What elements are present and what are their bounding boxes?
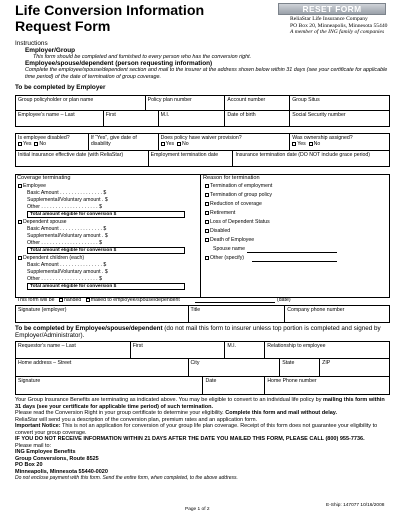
yes-label: Yes: [23, 141, 32, 147]
reason-checkbox[interactable]: [205, 229, 209, 233]
company-name: ReliaStar Life Insurance Company: [290, 16, 368, 22]
children-checkbox[interactable]: [18, 256, 22, 260]
requestor-first-name-field[interactable]: First: [130, 342, 225, 359]
disability-date-field[interactable]: If “Yes”, give date of disability: [88, 134, 158, 151]
state-field[interactable]: State: [280, 359, 320, 377]
yes-label: Yes: [165, 141, 175, 147]
employee-heading-bold: To be completed by Employee/spouse/dependent: [15, 325, 163, 332]
employee-heading-rest: (do not mail this form to insurer unless top portion is completed and signed by Employer/Administrator).: [15, 325, 381, 340]
requestor-signature-field[interactable]: Signature: [16, 377, 203, 395]
mail-to-label: Please mail to:: [15, 442, 52, 449]
initial-effective-date-field[interactable]: Initial insurance effective date (with ReliaStar): [16, 151, 149, 167]
company-po-box: PO Box 20, Minneapolis, Minnesota 55440: [290, 22, 388, 29]
notice-paragraph-2: [15, 410, 390, 417]
coverage-group-name: Dependent children (each): [23, 255, 85, 261]
notice-text: Please read the Conversion Right in your group certificate to determine your eligibility.: [15, 410, 226, 416]
waiver-yes-checkbox[interactable]: [161, 142, 165, 146]
notice-text: This is not an application for conversion of your group life plan coverage. Receipt of this form does not guarantee your eligibility to convert your group coverage.: [15, 423, 378, 436]
mailed-label: mailed to employee/spouse/dependent: [90, 297, 180, 303]
requestor-last-name-field[interactable]: Requestor’s name – Last: [16, 342, 131, 359]
sent-label: This form will be: [17, 297, 55, 303]
company-phone-field[interactable]: Company phone number: [285, 306, 390, 323]
requestor-table: [15, 341, 390, 359]
handed-checkbox[interactable]: [59, 298, 63, 302]
reason-checkbox[interactable]: [205, 202, 209, 206]
total-amount-field[interactable]: Total amount eligible for conversion $: [27, 247, 185, 254]
group-situs-field[interactable]: Group Situs: [290, 96, 390, 111]
employer-table: [15, 95, 390, 111]
spouse-checkbox[interactable]: [18, 220, 22, 224]
basic-amount-field[interactable]: Basic Amount . . . . . . . . . . . . . . . $: [27, 190, 107, 196]
employer-instructions: This form should be completed and furnished to every person who has the conversion right.: [33, 54, 252, 60]
coverage-group-name: Dependent spouse: [23, 219, 67, 225]
notice-paragraph-1: [15, 397, 390, 410]
footer-notice: [15, 397, 390, 481]
employer-section-heading: To be completed by Employer: [15, 84, 106, 91]
waiver-label: Does policy have waiver provision?: [160, 135, 242, 141]
instructions-heading: Instructions: [15, 40, 48, 47]
reason-checkbox[interactable]: [205, 184, 209, 188]
employee-instructions: Complete the employee/spouse/dependent section and mail to the insurer at the address shown below within 31 days (see your certificate for applicable time period) of the date of termination of group coverage.: [25, 67, 388, 80]
other-checkbox[interactable]: [205, 256, 209, 260]
waiver-question: [158, 134, 290, 151]
company-address: [290, 16, 387, 36]
address-table: [15, 358, 390, 377]
reason-label: Retirement: [210, 210, 236, 216]
employment-termination-date-field[interactable]: Employment termination date: [148, 151, 233, 167]
employer-title-field[interactable]: Title: [188, 306, 285, 323]
supplemental-amount-field[interactable]: Supplemental/Voluntary amount . $: [27, 197, 108, 203]
reason-label: Death of Employee: [210, 237, 255, 243]
requestor-signature-table: [15, 376, 390, 395]
reason-heading: Reason for termination: [203, 175, 260, 181]
notice-paragraph-4: [15, 423, 390, 436]
employer-signature-field[interactable]: Signature (employer): [16, 306, 189, 323]
no-label: No: [313, 141, 321, 147]
address-line: PO Box 20: [15, 462, 43, 468]
basic-amount-field[interactable]: Basic Amount . . . . . . . . . . . . . . . $: [27, 262, 107, 268]
sent-date-field[interactable]: [195, 302, 275, 303]
company-tagline: A member of the ING family of companies: [290, 29, 385, 36]
notice-paragraph-5: IF YOU DO NOT RECEIVE INFORMATION WITHIN 21 DAYS AFTER THE DATE YOU MAILED THIS FORM, PLEASE CALL (800) 955-7736.: [15, 436, 365, 442]
instructions: [15, 40, 390, 80]
important-notice-label: Important Notice:: [15, 423, 61, 429]
assigned-question: [290, 134, 390, 151]
account-number-field[interactable]: Account number: [225, 96, 290, 111]
reason-checkbox[interactable]: [205, 193, 209, 197]
other-amount-field[interactable]: Other . . . . . . . . . . . . . . . . . . . . $: [27, 204, 102, 210]
no-label: No: [182, 141, 189, 147]
reason-checkbox[interactable]: [205, 220, 209, 224]
policyholder-field[interactable]: Group policyholder or plan name: [16, 96, 146, 111]
total-amount-field[interactable]: Total amount eligible for conversion $: [27, 283, 185, 290]
employee-last-name-field[interactable]: Employee’s name – Last: [16, 111, 104, 127]
reason-checkbox[interactable]: [205, 238, 209, 242]
no-label: No: [39, 141, 46, 147]
sent-row: [17, 297, 180, 303]
insurance-termination-date-field[interactable]: Insurance termination date (DO NOT include grace period): [233, 151, 390, 167]
supplemental-amount-field[interactable]: Supplemental/Voluntary amount . $: [27, 269, 108, 275]
reason-checkbox[interactable]: [205, 211, 209, 215]
home-phone-field[interactable]: Home Phone number: [265, 377, 390, 395]
sent-date-label: (date): [277, 297, 291, 303]
employee-section-heading: [15, 325, 390, 340]
other-label: Other (specify): [210, 255, 245, 261]
city-field[interactable]: City: [188, 359, 280, 377]
notice-paragraph-3: ReliaStar will send you a description of the conversion plan, premium rates and an application form.: [15, 416, 258, 423]
spouse-name-label: Spouse name: [213, 246, 246, 252]
requestor-date-field[interactable]: Date: [203, 377, 265, 395]
reason-label: Reduction of coverage: [210, 201, 262, 207]
coverage-heading: Coverage terminating: [17, 175, 71, 181]
disabled-no-checkbox[interactable]: [34, 142, 38, 146]
yes-label: Yes: [297, 141, 306, 147]
employee-checkbox[interactable]: [18, 184, 22, 188]
disability-table: [15, 133, 390, 151]
notice-text: Your Group Insurance Benefits are terminating as indicated above. You may be eligible to convert to an individual life policy by: [15, 397, 323, 403]
mailing-address: [15, 449, 390, 475]
disabled-yes-checkbox[interactable]: [18, 142, 22, 146]
employee-first-name-field[interactable]: First: [103, 111, 158, 127]
relationship-field[interactable]: Relationship to employee: [265, 342, 390, 359]
reason-label: Termination of employment: [210, 183, 273, 189]
assigned-yes-checkbox[interactable]: [292, 142, 296, 146]
page-title: Life Conversion Information Request Form: [15, 3, 205, 35]
notice-bold: Complete this form and mail without delay.: [225, 410, 337, 416]
form-code: E-Ship: 147077 10/16/2008: [326, 503, 385, 508]
date-of-birth-field[interactable]: Date of birth: [225, 111, 290, 127]
disabled-question: [16, 134, 89, 151]
policy-plan-number-field[interactable]: Policy plan number: [145, 96, 225, 111]
address-line: ING Employee Benefits: [15, 449, 76, 455]
home-address-field[interactable]: Home address – Street: [16, 359, 189, 377]
other-specify-field[interactable]: [252, 261, 337, 262]
employer-group-heading: Employer/Group: [25, 47, 76, 54]
coverage-group-name: Employee: [23, 183, 47, 189]
assigned-label: Was ownership assigned?: [292, 135, 353, 141]
requestor-mi-field[interactable]: M.I.: [225, 342, 265, 359]
employer-signature-table: [15, 305, 390, 323]
payment-note: Do not enclose payment with this form. Send the entire form, when completed, to the above address.: [15, 475, 238, 481]
mailed-checkbox[interactable]: [86, 298, 90, 302]
disabled-label: Is employee disabled?: [18, 135, 70, 141]
page-number: Page 1 of 2: [185, 507, 210, 512]
reason-label: Termination of group policy: [210, 192, 272, 198]
supplemental-amount-field[interactable]: Supplemental/Voluntary amount . $: [27, 233, 108, 239]
total-amount-field[interactable]: Total amount eligible for conversion $: [27, 211, 185, 218]
employee-mi-field[interactable]: M.I.: [158, 111, 225, 127]
reset-form-button[interactable]: RESET FORM: [278, 3, 386, 15]
handed-label: handed: [63, 297, 82, 303]
waiver-no-checkbox[interactable]: [177, 142, 181, 146]
dates-table: [15, 150, 390, 167]
notice-bold: mailing this form within 31 days (see your certificate for applicable time period) of such termination.: [15, 397, 385, 410]
address-line: Group Conversions, Route 8525: [15, 455, 99, 462]
coverage-divider: [200, 174, 201, 298]
other-amount-field[interactable]: Other . . . . . . . . . . . . . . . . . . . . $: [27, 276, 102, 282]
reason-label: Disabled: [210, 228, 231, 234]
address-line: Minneapolis, Minnesota 55440-0020: [15, 468, 108, 475]
spouse-name-field[interactable]: [247, 252, 337, 253]
employee-heading: Employee/spouse/dependent (person requesting information): [25, 60, 213, 68]
basic-amount-field[interactable]: Basic Amount . . . . . . . . . . . . . . . $: [27, 226, 107, 232]
reason-label: Loss of Dependent Status: [210, 219, 270, 225]
assigned-no-checkbox[interactable]: [309, 142, 313, 146]
employee-name-table: [15, 110, 390, 127]
zip-field[interactable]: ZIP: [320, 359, 390, 377]
ssn-field[interactable]: Social Security number: [290, 111, 390, 127]
other-amount-field[interactable]: Other . . . . . . . . . . . . . . . . . . . . $: [27, 240, 102, 246]
